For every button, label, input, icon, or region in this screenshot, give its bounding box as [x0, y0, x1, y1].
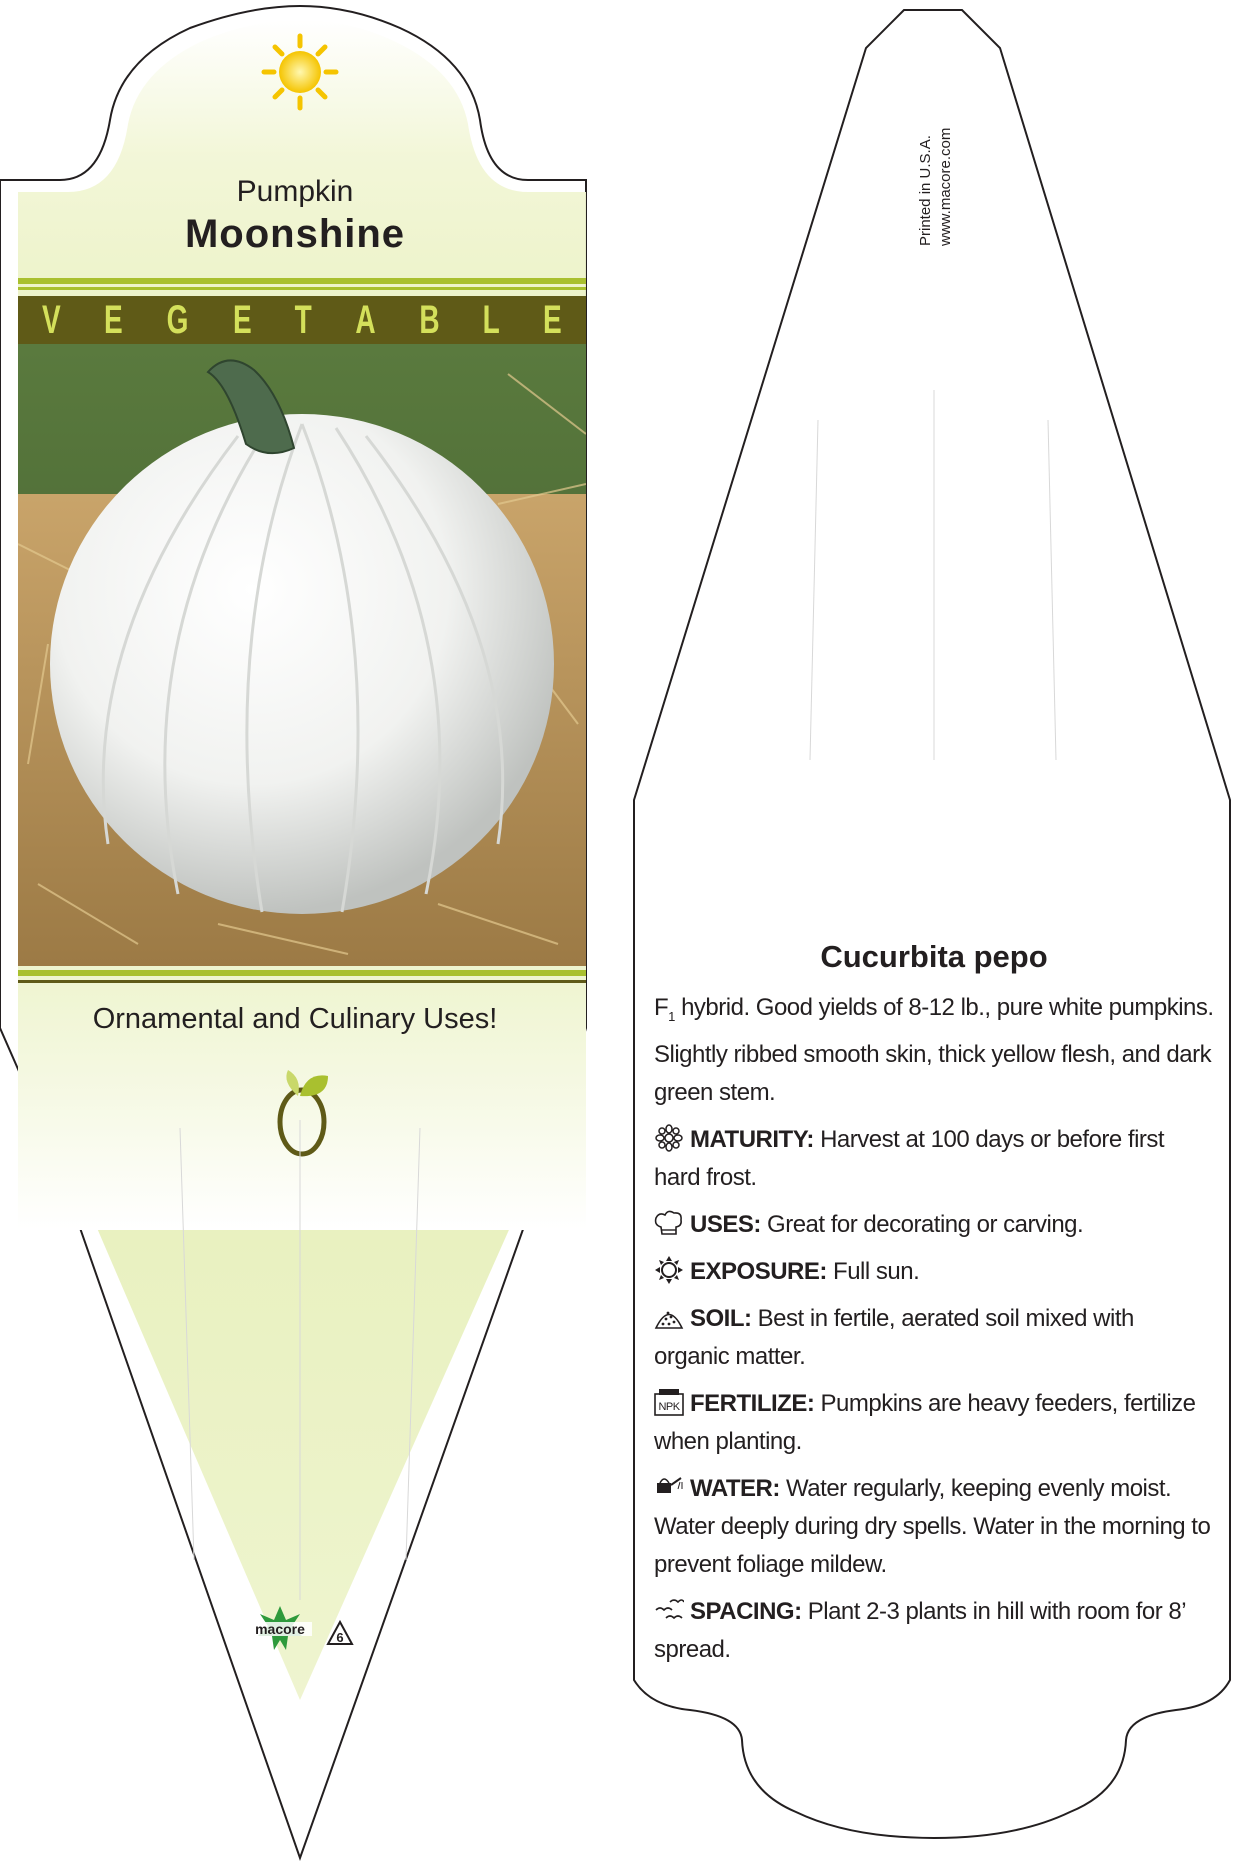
category-letter: E — [232, 297, 252, 342]
category-letter: A — [355, 297, 376, 342]
svg-text:NPK: NPK — [658, 1400, 680, 1413]
category-letter: V — [42, 297, 61, 342]
category-letter: L — [483, 297, 501, 342]
category-letter: E — [104, 297, 123, 342]
description: $F_1$ hybrid. Good yields of 8-12 lb., pure white pumpkins. Slightly ribbed smooth skin, thick yellow flesh, and dark green stem. — [654, 994, 1214, 1106]
item-water: WATER: Water regularly, keeping evenly moist. Water deeply during dry spells. Water in the morning to prevent foliage mildew. — [654, 1474, 1211, 1578]
item-fertilize: NPK FERTILIZE: Pumpkins are heavy feeders, fertilize when planting. — [654, 1389, 1196, 1455]
item-uses: USES: Great for decorating or carving. — [654, 1206, 1214, 1244]
item-exposure: EXPOSURE: Full sun. — [654, 1253, 1214, 1291]
tagline: Ornamental and Culinary Uses! — [92, 1003, 498, 1035]
soil-icon — [654, 1303, 684, 1331]
npk-icon — [654, 1388, 684, 1416]
common-name: Pumpkin — [236, 175, 354, 208]
item-spacing: SPACING: Plant 2-3 plants in hill with room for 8’ spread. — [654, 1597, 1186, 1663]
category-band — [18, 296, 586, 344]
pumpkin-illustration — [18, 344, 586, 966]
sun-icon — [654, 1256, 684, 1284]
category-letter: G — [166, 297, 189, 342]
svg-text:6: 6 — [336, 1630, 344, 1645]
item-maturity: MATURITY: Harvest at 100 days or before first hard frost. — [654, 1125, 1165, 1191]
item-soil: SOIL: Best in fertile, aerated soil mixed with organic matter. — [654, 1304, 1134, 1370]
category-letter: E — [543, 297, 562, 342]
chef-hat-icon — [654, 1209, 684, 1237]
category-letter: T — [294, 297, 312, 342]
pumpkin-photo — [18, 344, 586, 966]
website-text: www.macore.com — [937, 127, 954, 246]
watering-can-icon — [654, 1473, 684, 1501]
bottom-green-rule — [18, 970, 586, 976]
category-letter: B — [419, 297, 440, 342]
spacing-icon — [654, 1596, 684, 1624]
back-info — [654, 937, 1214, 1678]
flower-icon — [654, 1124, 684, 1152]
printed-note — [906, 96, 966, 246]
top-green-rule — [18, 278, 586, 284]
svg-text:macore: macore — [255, 1621, 305, 1637]
printed-in-text: Printed in U.S.A. — [917, 135, 934, 246]
scientific-name: Cucurbita pepo — [820, 939, 1048, 974]
sun-logo-icon — [264, 36, 336, 108]
variety-name: Moonshine — [184, 212, 406, 256]
